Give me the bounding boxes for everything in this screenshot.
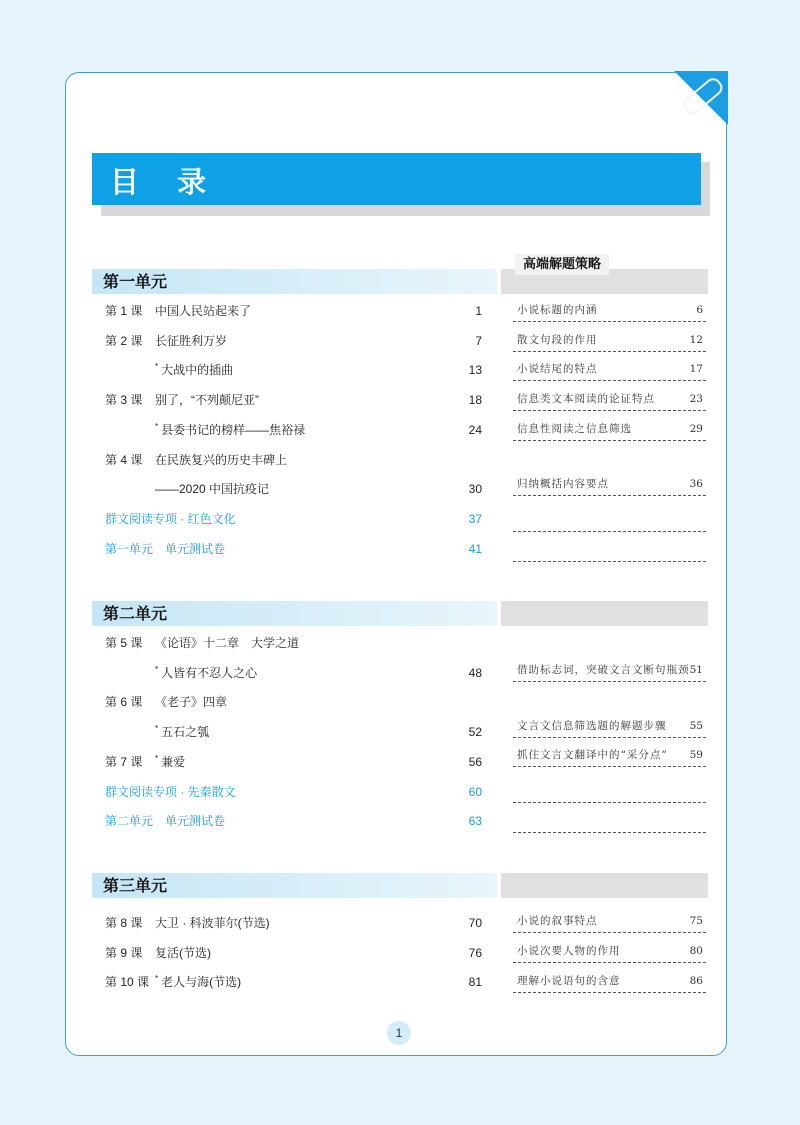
strategy-title: 散文句段的作用	[517, 334, 598, 346]
toc-row[interactable]	[105, 752, 482, 772]
lesson-number: 第 10 课	[105, 975, 150, 990]
strategy-row[interactable]	[513, 971, 706, 993]
strategy-row	[513, 781, 706, 803]
toc-row[interactable]	[105, 390, 482, 410]
strategy-page: 75	[689, 915, 703, 927]
unit-heading-band	[501, 873, 708, 898]
strategy-title: 理解小说语句的含意	[517, 975, 621, 987]
toc-row[interactable]	[105, 943, 482, 963]
strategy-page: 86	[689, 975, 703, 987]
strategy-row[interactable]	[513, 716, 706, 738]
toc-special-row[interactable]	[105, 782, 482, 802]
toc-row[interactable]	[105, 692, 482, 712]
lesson-title: 别了，“不列颠尼亚”	[155, 393, 259, 408]
unit-heading-band	[501, 601, 708, 626]
lesson-title: 第二单元 单元测试卷	[105, 814, 226, 829]
strategy-page: 17	[689, 363, 703, 375]
lesson-number: 第 3 课	[105, 393, 143, 408]
lesson-title: * 大战中的插曲	[155, 362, 234, 378]
unit-heading: 第二单元	[92, 601, 497, 626]
page-reference: 48	[468, 665, 482, 680]
strategy-page: 36	[689, 478, 703, 490]
lesson-number: 第 9 课	[105, 945, 143, 960]
strategy-row[interactable]	[513, 330, 706, 352]
toc-row[interactable]	[105, 479, 482, 499]
strategy-title: 归纳概括内容要点	[517, 478, 609, 490]
page-reference: 52	[468, 725, 482, 740]
strategy-title: 文言文信息筛选题的解题步骤	[517, 720, 667, 732]
asterisk-icon: *	[155, 664, 159, 674]
strategy-row	[513, 540, 706, 562]
page-reference: 30	[468, 482, 482, 497]
strategy-row[interactable]	[513, 941, 706, 963]
strategy-page: 59	[689, 749, 703, 761]
strategy-row[interactable]	[513, 911, 706, 933]
asterisk-icon: *	[155, 753, 159, 763]
toc-row[interactable]	[105, 633, 482, 653]
lesson-number: 第 4 课	[105, 452, 143, 467]
asterisk-icon: *	[155, 974, 159, 984]
lesson-title: ——2020 中国抗疫记	[155, 482, 270, 497]
toc-row[interactable]	[105, 420, 482, 440]
lesson-title: 《论语》十二章 大学之道	[155, 636, 300, 650]
asterisk-icon: *	[155, 421, 159, 431]
page-title: 目 录	[110, 165, 221, 199]
lesson-number: 第 8 课	[105, 916, 143, 930]
page-reference: 76	[468, 945, 482, 960]
lesson-title: * 五石之瓠	[155, 724, 210, 740]
page-reference: 60	[468, 784, 482, 799]
page-reference: 24	[468, 422, 482, 437]
lesson-number: 第 6 课	[105, 695, 143, 710]
page-reference: 7	[475, 333, 482, 348]
lesson-title: 中国人民站起来了	[155, 304, 252, 318]
lesson-number: 第 5 课	[105, 636, 143, 650]
lesson-number: 第 2 课	[105, 333, 143, 348]
page-number: 1	[387, 1021, 411, 1045]
page-frame	[65, 72, 727, 1056]
lesson-title: * 兼爱	[155, 753, 186, 769]
toc-row[interactable]	[105, 663, 482, 683]
strategy-title: 小说次要人物的作用	[517, 945, 621, 957]
lesson-title: 大卫 · 科波菲尔(节选)	[155, 916, 270, 930]
lesson-title: * 县委书记的榜样——焦裕禄	[155, 421, 306, 437]
strategy-title: 小说的叙事特点	[517, 915, 598, 927]
strategy-title: 小说标题的内涵	[517, 304, 598, 316]
lesson-title: 《老子》四章	[155, 695, 228, 710]
lesson-number: 第 1 课	[105, 304, 143, 318]
lesson-title: 群文阅读专项 · 红色文化	[105, 511, 236, 526]
unit-heading: 第一单元	[92, 269, 497, 294]
strategy-page: 51	[689, 664, 703, 676]
strategy-row	[513, 510, 706, 532]
strategy-row[interactable]	[513, 474, 706, 496]
page-reference: 81	[468, 975, 482, 990]
page-reference: 41	[468, 541, 482, 556]
page-reference: 63	[468, 814, 482, 829]
strategy-title: 抓住文言文翻译中的“采分点”	[517, 749, 668, 761]
page-reference: 1	[475, 304, 482, 318]
strategy-row[interactable]	[513, 660, 706, 682]
unit-heading: 第三单元	[92, 873, 497, 898]
asterisk-icon: *	[155, 362, 159, 372]
strategy-row[interactable]	[513, 419, 706, 441]
page-reference: 13	[468, 363, 482, 378]
toc-special-row[interactable]	[105, 509, 482, 529]
toc-row[interactable]	[105, 331, 482, 351]
page-reference: 18	[468, 393, 482, 408]
toc-special-row[interactable]	[105, 539, 482, 559]
asterisk-icon: *	[155, 724, 159, 734]
toc-special-row[interactable]	[105, 811, 482, 831]
toc-row[interactable]	[105, 450, 482, 470]
strategy-page: 80	[689, 945, 703, 957]
strategy-page: 6	[696, 304, 703, 316]
toc-row[interactable]	[105, 301, 482, 321]
page-reference: 56	[468, 754, 482, 769]
lesson-title: 第一单元 单元测试卷	[105, 541, 226, 556]
lesson-title: * 人皆有不忍人之心	[155, 664, 258, 680]
strategy-row[interactable]	[513, 745, 706, 767]
lesson-title: 长征胜利万岁	[155, 333, 228, 348]
lesson-title: 复活(节选)	[155, 945, 211, 960]
strategy-heading: 高端解题策略	[515, 254, 609, 275]
strategy-title: 小说结尾的特点	[517, 363, 598, 375]
lesson-number: 第 7 课	[105, 754, 143, 769]
strategy-row[interactable]	[513, 300, 706, 322]
page-reference: 37	[468, 511, 482, 526]
lesson-title: * 老人与海(节选)	[155, 974, 242, 990]
strategy-page: 29	[689, 423, 703, 435]
strategy-row[interactable]	[513, 359, 706, 381]
page-reference: 70	[468, 916, 482, 930]
strategy-page: 23	[689, 393, 703, 405]
lesson-title: 群文阅读专项 · 先秦散文	[105, 784, 236, 799]
strategy-page: 55	[689, 720, 703, 732]
toc-row[interactable]	[105, 722, 482, 742]
toc-row[interactable]	[105, 913, 482, 933]
strategy-title: 信息性阅读之信息筛选	[517, 423, 632, 435]
toc-row[interactable]	[105, 972, 482, 992]
lesson-title: 在民族复兴的历史丰碑上	[155, 452, 288, 467]
strategy-row	[513, 811, 706, 833]
strategy-title: 信息类文本阅读的论证特点	[517, 393, 655, 405]
strategy-title: 借助标志词，突破文言文断句瓶颈	[517, 664, 690, 676]
strategy-page: 12	[689, 334, 703, 346]
strategy-row[interactable]	[513, 389, 706, 411]
toc-row[interactable]	[105, 360, 482, 380]
